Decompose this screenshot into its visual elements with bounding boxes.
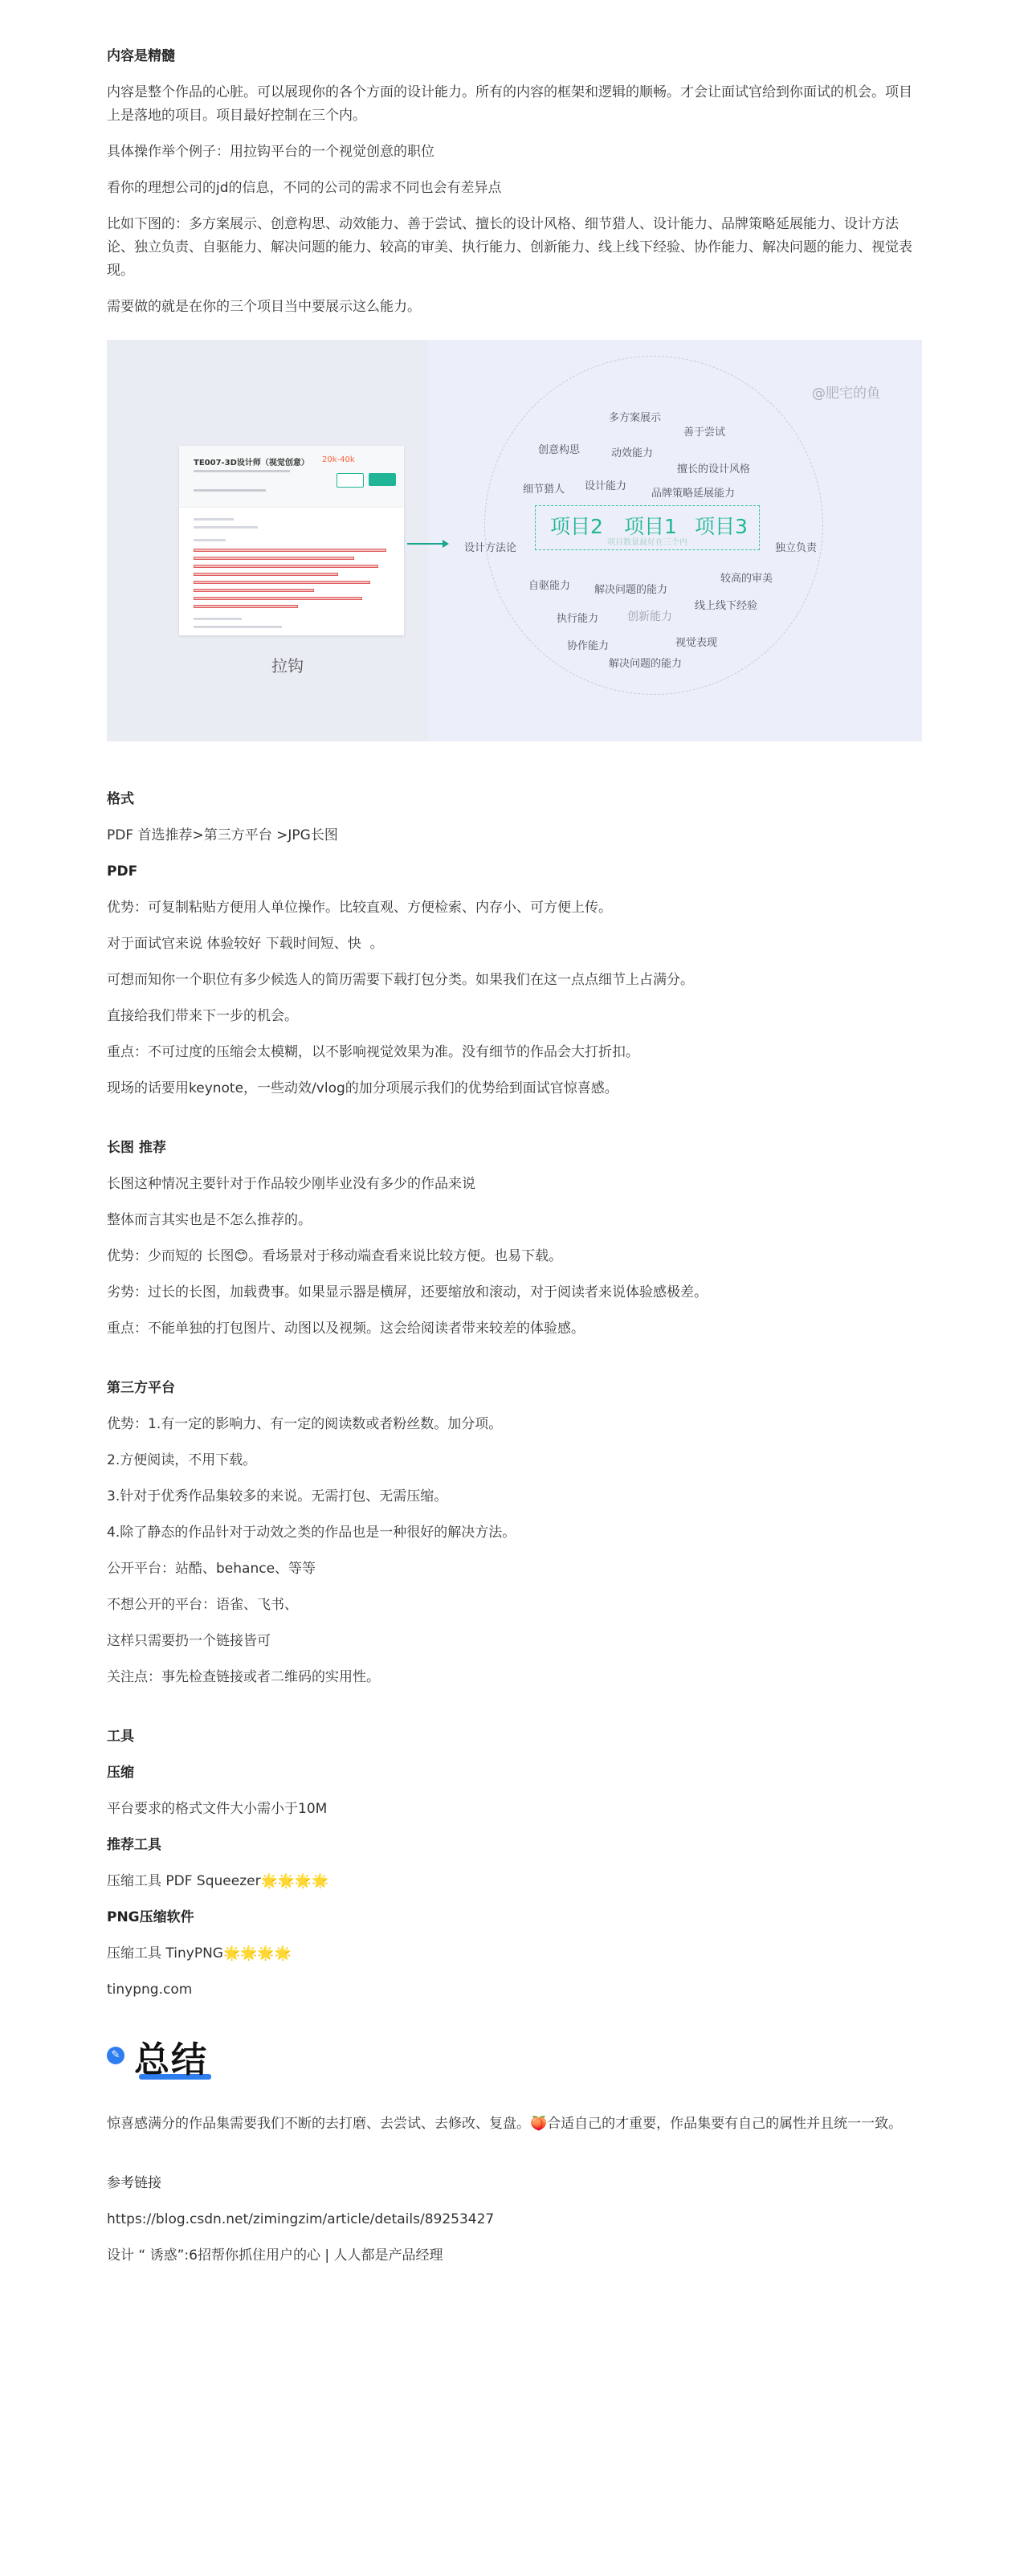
watermark: @肥宅的鱼 <box>812 386 880 402</box>
section-heading-tools: 工具 <box>107 1729 134 1745</box>
paragraph: 平台要求的格式文件大小需小于10M <box>107 1801 328 1817</box>
apply-button <box>369 473 396 486</box>
summary-title: 总结 <box>134 2039 208 2080</box>
jd-analysis-illustration <box>107 340 922 741</box>
link-tinypng[interactable]: tinypng.com <box>107 1982 193 1998</box>
favorite-button <box>337 473 364 488</box>
skill-label: 执行能力 <box>557 613 599 625</box>
section-heading-format: 格式 <box>107 791 134 807</box>
subheading-recommend: 推荐工具 <box>107 1837 161 1853</box>
reference-link[interactable]: https://blog.csdn.net/zimingzim/article/details/89253427 <box>107 2211 495 2227</box>
article-body <box>107 45 922 2280</box>
highlight-line <box>194 549 386 552</box>
text-line <box>194 470 290 472</box>
project-label: 项目2 <box>550 515 603 538</box>
paragraph: 关注点：事先检查链接或者二维码的实用性。 <box>107 1669 380 1685</box>
paragraph: 内容是整个作品的心脏。可以展现你的各个方面的设计能力。所有的内容的框架和逻辑的顺畅。才会让面试官给到你面试的机会。项目上是落地的项目。项目最好控制在三个内。 <box>107 84 912 124</box>
paragraph: 需要做的就是在你的三个项目当中要展示这么能力。 <box>107 299 421 315</box>
skill-label: 善于尝试 <box>683 427 726 439</box>
paragraph: 重点：不可过度的压缩会太模糊，以不影响视觉效果为准。没有细节的作品会大打折扣。 <box>107 1044 639 1060</box>
highlight-line <box>194 597 362 600</box>
highlight-line <box>194 557 354 560</box>
paragraph: 可想而知你一个职位有多少候选人的简历需要下载打包分类。如果我们在这一点点细节上占满分。 <box>107 972 694 988</box>
section-heading-references: 参考链接 <box>107 2175 161 2191</box>
section-heading-long-image: 长图 推荐 <box>107 1140 166 1156</box>
highlight-line <box>194 581 370 584</box>
job-posting-card <box>179 446 404 635</box>
subheading-pdf: PDF <box>107 863 138 880</box>
skill-label: 解决问题的能力 <box>594 584 668 596</box>
job-title: TE007-3D设计师（视觉创意） <box>194 459 309 467</box>
paragraph: 对于面试官来说 体验较好 下载时间短、快 。 <box>107 936 384 952</box>
skill-label: 设计方法论 <box>464 542 517 554</box>
section-heading-content: 内容是精髓 <box>107 48 175 64</box>
skill-label: 较高的审美 <box>720 573 773 585</box>
pencil-icon: ✎ <box>107 2047 124 2064</box>
paragraph: 2.方便阅读，不用下载。 <box>107 1452 257 1468</box>
job-salary: 20k-40k <box>322 455 355 464</box>
summary-heading <box>107 2027 922 2084</box>
paragraph: 3.针对于优秀作品集较多的来说。无需打包、无需压缩。 <box>107 1488 448 1504</box>
arrow-right-icon <box>407 543 447 545</box>
job-posting-header <box>179 446 404 508</box>
paragraph: 看你的理想公司的jd的信息，不同的公司的需求不同也会有差异点 <box>107 180 502 196</box>
skill-label: 创新能力 <box>627 610 672 623</box>
skill-label: 多方案展示 <box>609 412 662 424</box>
subheading-png: PNG压缩软件 <box>107 1909 194 1925</box>
skill-label: 自驱能力 <box>528 580 571 592</box>
paragraph: 重点：不能单独的打包图片、动图以及视频。这会给阅读者带来较差的体验感。 <box>107 1321 585 1337</box>
paragraph: 压缩工具 TinyPNG🌟🌟🌟🌟 <box>107 1945 292 1962</box>
skill-label: 细节猎人 <box>523 484 565 496</box>
skill-label: 擅长的设计风格 <box>677 463 751 476</box>
subheading-compress: 压缩 <box>107 1765 134 1781</box>
reference-link[interactable]: 设计 “ 诱惑”:6招帮你抓住用户的心 | 人人都是产品经理 <box>107 2247 443 2264</box>
highlight-line <box>194 589 314 592</box>
paragraph: 直接给我们带来下一步的机会。 <box>107 1008 298 1024</box>
paragraph: 优势：1.有一定的影响力、有一定的阅读数或者粉丝数。加分项。 <box>107 1416 503 1432</box>
paragraph: 4.除了静态的作品针对于动效之类的作品也是一种很好的解决方法。 <box>107 1525 516 1541</box>
skill-label: 品牌策略延展能力 <box>651 488 736 500</box>
paragraph: 公开平台：站酷、behance、等等 <box>107 1561 316 1577</box>
text-line <box>194 518 234 521</box>
paragraph: 这样只需要扔一个链接皆可 <box>107 1633 271 1649</box>
text-line <box>194 526 258 529</box>
highlight-line <box>194 565 378 568</box>
project-label: 项目1 <box>624 515 677 538</box>
highlight-line <box>194 573 338 576</box>
skill-label: 创意构思 <box>538 444 581 456</box>
paragraph: 不想公开的平台：语雀、飞书、 <box>107 1597 298 1613</box>
text-line <box>194 626 282 628</box>
skill-label: 动效能力 <box>611 447 654 459</box>
skill-label: 线上线下经验 <box>695 600 758 612</box>
paragraph: 惊喜感满分的作品集需要我们不断的去打磨、去尝试、去修改、复盘。🍑合适自己的才重要，作品集要有自己的属性并且统一一致。 <box>107 2116 903 2132</box>
text-line <box>194 489 266 492</box>
skill-label: 视觉表现 <box>675 637 718 649</box>
paragraph: 长图这种情况主要针对于作品较少刚毕业没有多少的作品来说 <box>107 1176 475 1192</box>
paragraph: 优势：可复制粘贴方便用人单位操作。比较直观、方便检索、内存小、可方便上传。 <box>107 900 612 916</box>
platform-label: 拉钩 <box>271 656 304 676</box>
projects-box <box>535 505 760 550</box>
text-line <box>194 618 242 620</box>
text-line <box>194 539 226 541</box>
paragraph: 整体而言其实也是不怎么推荐的。 <box>107 1212 312 1228</box>
paragraph: 具体操作举个例子：用拉钩平台的一个视觉创意的职位 <box>107 144 434 160</box>
project-label: 项目3 <box>695 515 748 538</box>
paragraph: 比如下图的：多方案展示、创意构思、动效能力、善于尝试、擅长的设计风格、细节猎人、设计能力、品牌策略延展能力、设计方法论、独立负责、自驱能力、解决问题的能力、较高的审美、执行能力、创新能力、线上线下经验、协作能力、解决问题的能力、视觉表现。 <box>107 216 912 279</box>
section-heading-third-party: 第三方平台 <box>107 1380 175 1396</box>
projects-note: 项目数量最好在三个内 <box>607 538 687 547</box>
skill-label: 设计能力 <box>585 480 627 492</box>
paragraph: 劣势：过长的长图，加载费事。如果显示器是横屏，还要缩放和滚动，对于阅读者来说体验感极差。 <box>107 1284 708 1300</box>
skill-label: 独立负责 <box>775 542 818 554</box>
paragraph: 优势：少而短的 长图😊。看场景对于移动端查看来说比较方便。也易下载。 <box>107 1248 563 1264</box>
paragraph: 现场的话要用keynote，一些动效/vlog的加分项展示我们的优势给到面试官惊喜感。 <box>107 1080 618 1096</box>
paragraph: PDF 首选推荐>第三方平台 >JPG长图 <box>107 827 338 843</box>
highlight-line <box>194 605 298 608</box>
skill-label: 协作能力 <box>567 640 610 652</box>
skill-label: 解决问题的能力 <box>609 658 683 670</box>
paragraph: 压缩工具 PDF Squeezer🌟🌟🌟🌟 <box>107 1873 329 1889</box>
